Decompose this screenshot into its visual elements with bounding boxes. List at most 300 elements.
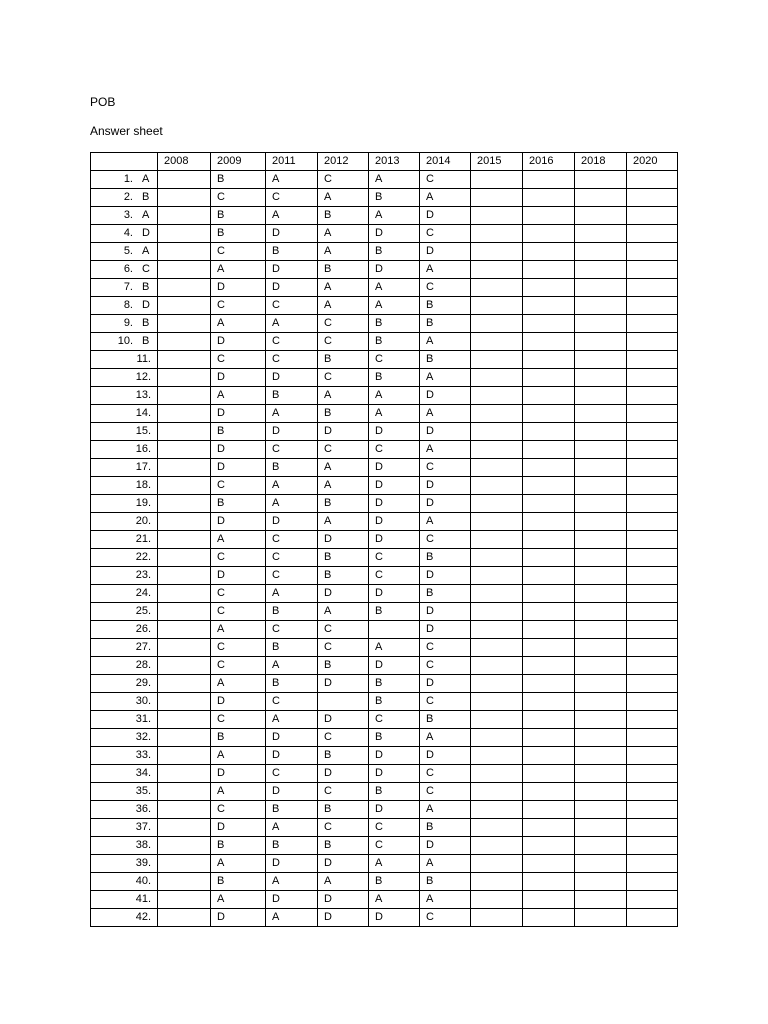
answer-cell: C: [318, 819, 369, 837]
answer-cell: D: [266, 225, 318, 243]
question-cell: [91, 315, 158, 333]
answer-cell: C: [266, 351, 318, 369]
answer-cell: C: [211, 639, 266, 657]
answer-cell: [627, 837, 678, 855]
answer-cell: B: [318, 495, 369, 513]
answer-cell: [627, 603, 678, 621]
answer-cell: [627, 783, 678, 801]
answer-cell: [627, 585, 678, 603]
year-header: 2016: [523, 153, 575, 171]
answer-cell: [627, 819, 678, 837]
answer-cell: [523, 279, 575, 297]
answer-cell: C: [420, 225, 471, 243]
question-cell: [91, 459, 158, 477]
question-cell: [91, 279, 158, 297]
question-cell: [91, 495, 158, 513]
answer-cell: [575, 495, 627, 513]
answer-cell: D: [318, 765, 369, 783]
answer-cell: [471, 693, 523, 711]
answer-cell: D: [420, 387, 471, 405]
answer-cell: [523, 639, 575, 657]
answer-cell: [575, 549, 627, 567]
answer-cell: D: [266, 369, 318, 387]
answer-cell: [158, 495, 211, 513]
answer-cell: [158, 189, 211, 207]
answer-cell: D: [420, 675, 471, 693]
answer-cell: B: [211, 423, 266, 441]
answer-cell: D: [211, 513, 266, 531]
answer-cell: A: [266, 819, 318, 837]
question-cell: [91, 549, 158, 567]
answer-table: [90, 152, 678, 927]
question-cell: [91, 297, 158, 315]
answer-cell: [158, 351, 211, 369]
table-row: [91, 315, 678, 333]
answer-cell: [158, 765, 211, 783]
question-number: 12.: [135, 371, 151, 383]
answer-cell: A: [318, 189, 369, 207]
answer-cell: D: [211, 765, 266, 783]
answer-cell: D: [369, 495, 420, 513]
answer-cell: D: [266, 891, 318, 909]
question-number: 19.: [135, 497, 151, 509]
answer-cell: [471, 243, 523, 261]
answer-cell: [523, 855, 575, 873]
answer-cell: [523, 747, 575, 765]
answer-cell: [575, 423, 627, 441]
page-title: POB: [90, 95, 116, 109]
answer-cell: [627, 747, 678, 765]
answer-cell: B: [420, 315, 471, 333]
answer-cell: D: [266, 855, 318, 873]
answer-cell: [575, 171, 627, 189]
answer-cell: D: [211, 459, 266, 477]
answer-cell: [627, 855, 678, 873]
answer-cell: A: [420, 261, 471, 279]
answer-cell: B: [318, 747, 369, 765]
answer-cell: B: [318, 567, 369, 585]
answer-cell: [523, 459, 575, 477]
question-number: 9.: [123, 317, 133, 329]
answer-cell: [158, 891, 211, 909]
answer-cell: [471, 369, 523, 387]
question-cell: [91, 747, 158, 765]
year-header: 2011: [266, 153, 318, 171]
question-cell: [91, 765, 158, 783]
answer-cell: D: [369, 585, 420, 603]
question-cell: [91, 891, 158, 909]
answer-cell: D: [420, 621, 471, 639]
answer-cell: [523, 891, 575, 909]
answer-cell: B: [266, 387, 318, 405]
answer-cell: [627, 531, 678, 549]
answer-cell: [471, 225, 523, 243]
question-cell: [91, 783, 158, 801]
answer-cell: B: [369, 189, 420, 207]
answer-cell: [575, 585, 627, 603]
answer-cell: D: [369, 765, 420, 783]
header-row: [91, 153, 678, 171]
answer-cell: D: [369, 225, 420, 243]
answer-cell: D: [266, 279, 318, 297]
answer-cell: [158, 873, 211, 891]
answer-cell: [575, 657, 627, 675]
answer-cell: [627, 495, 678, 513]
table-row: [91, 873, 678, 891]
answer-cell: D: [266, 729, 318, 747]
answer-cell: D: [420, 603, 471, 621]
answer-cell: [627, 441, 678, 459]
answer-cell: D: [369, 477, 420, 495]
answer-cell: [471, 495, 523, 513]
answer-cell: D: [420, 837, 471, 855]
answer-cell: B: [211, 873, 266, 891]
answer-cell: [318, 693, 369, 711]
answer-cell: C: [266, 621, 318, 639]
answer-cell: [523, 909, 575, 927]
table-row: [91, 621, 678, 639]
answer-cell: [523, 873, 575, 891]
table-row: [91, 279, 678, 297]
answer-cell: A: [211, 621, 266, 639]
question-key-answer: D: [142, 299, 150, 311]
answer-cell: C: [420, 171, 471, 189]
answer-cell: [627, 171, 678, 189]
question-number: 5.: [123, 245, 133, 257]
question-key-answer: D: [142, 227, 150, 239]
answer-cell: D: [369, 423, 420, 441]
question-cell: [91, 333, 158, 351]
answer-cell: [575, 531, 627, 549]
table-row: [91, 189, 678, 207]
answer-cell: B: [420, 549, 471, 567]
table-row: [91, 783, 678, 801]
answer-cell: [575, 873, 627, 891]
answer-cell: D: [211, 279, 266, 297]
question-number: 8.: [123, 299, 133, 311]
answer-cell: B: [420, 585, 471, 603]
answer-cell: A: [369, 405, 420, 423]
answer-cell: [158, 477, 211, 495]
answer-cell: [158, 207, 211, 225]
answer-cell: [523, 801, 575, 819]
answer-cell: D: [369, 801, 420, 819]
answer-cell: [471, 171, 523, 189]
question-number: 15.: [135, 425, 151, 437]
answer-cell: [575, 747, 627, 765]
answer-cell: [523, 423, 575, 441]
question-cell: [91, 801, 158, 819]
answer-cell: [471, 657, 523, 675]
answer-cell: [471, 261, 523, 279]
question-cell: [91, 243, 158, 261]
question-cell: [91, 693, 158, 711]
year-header: 2009: [211, 153, 266, 171]
year-header: 2014: [420, 153, 471, 171]
answer-cell: [523, 243, 575, 261]
page-subtitle: Answer sheet: [90, 124, 163, 138]
answer-cell: C: [266, 765, 318, 783]
answer-cell: C: [211, 477, 266, 495]
answer-cell: A: [266, 873, 318, 891]
answer-cell: D: [266, 513, 318, 531]
answer-cell: C: [211, 351, 266, 369]
table-row: [91, 441, 678, 459]
question-number: 10.: [117, 335, 133, 347]
answer-cell: C: [420, 657, 471, 675]
answer-cell: [471, 531, 523, 549]
answer-cell: A: [266, 495, 318, 513]
answer-cell: [575, 675, 627, 693]
answer-cell: C: [369, 549, 420, 567]
answer-cell: B: [318, 549, 369, 567]
table-row: [91, 729, 678, 747]
answer-cell: D: [420, 477, 471, 495]
question-number: 33.: [135, 749, 151, 761]
answer-cell: A: [266, 171, 318, 189]
answer-cell: [575, 765, 627, 783]
question-number: 40.: [135, 875, 151, 887]
answer-cell: [575, 477, 627, 495]
answer-cell: [471, 783, 523, 801]
answer-cell: [471, 351, 523, 369]
table-row: [91, 423, 678, 441]
answer-cell: [575, 459, 627, 477]
answer-cell: [575, 711, 627, 729]
question-key-answer: A: [142, 245, 150, 257]
answer-cell: B: [369, 333, 420, 351]
answer-cell: [523, 657, 575, 675]
table-row: [91, 549, 678, 567]
answer-cell: [523, 711, 575, 729]
answer-cell: [158, 909, 211, 927]
answer-cell: [575, 855, 627, 873]
answer-cell: D: [318, 891, 369, 909]
answer-cell: B: [266, 801, 318, 819]
answer-cell: [523, 837, 575, 855]
year-header: 2008: [158, 153, 211, 171]
answer-cell: D: [369, 513, 420, 531]
question-cell: [91, 603, 158, 621]
answer-cell: [471, 315, 523, 333]
year-header: 2018: [575, 153, 627, 171]
answer-cell: [627, 477, 678, 495]
question-number: 30.: [135, 695, 151, 707]
question-number: 7.: [123, 281, 133, 293]
table-row: [91, 459, 678, 477]
answer-cell: D: [211, 819, 266, 837]
question-cell: [91, 171, 158, 189]
answer-cell: [158, 369, 211, 387]
answer-cell: C: [369, 711, 420, 729]
question-number: 21.: [135, 533, 151, 545]
answer-cell: [523, 513, 575, 531]
answer-cell: [575, 819, 627, 837]
answer-cell: [471, 423, 523, 441]
table-row: [91, 513, 678, 531]
answer-cell: C: [420, 783, 471, 801]
answer-cell: [471, 441, 523, 459]
table-row: [91, 495, 678, 513]
answer-cell: [158, 405, 211, 423]
question-cell: [91, 621, 158, 639]
answer-cell: [158, 855, 211, 873]
answer-cell: [158, 279, 211, 297]
answer-cell: D: [266, 261, 318, 279]
answer-cell: [523, 585, 575, 603]
answer-cell: A: [266, 657, 318, 675]
answer-cell: B: [369, 315, 420, 333]
answer-cell: [471, 333, 523, 351]
answer-cell: C: [266, 549, 318, 567]
answer-cell: A: [266, 585, 318, 603]
answer-cell: [627, 207, 678, 225]
table-row: [91, 711, 678, 729]
answer-cell: [471, 513, 523, 531]
answer-cell: A: [266, 315, 318, 333]
question-number: 14.: [135, 407, 151, 419]
answer-cell: [158, 567, 211, 585]
question-cell: [91, 477, 158, 495]
question-number: 24.: [135, 587, 151, 599]
answer-cell: D: [369, 261, 420, 279]
answer-cell: C: [211, 657, 266, 675]
answer-cell: A: [369, 855, 420, 873]
answer-cell: [575, 279, 627, 297]
answer-cell: C: [369, 351, 420, 369]
answer-cell: [575, 405, 627, 423]
answer-cell: A: [369, 207, 420, 225]
year-header: 2012: [318, 153, 369, 171]
answer-cell: C: [211, 585, 266, 603]
answer-cell: [471, 711, 523, 729]
question-number: 35.: [135, 785, 151, 797]
table-row: [91, 369, 678, 387]
table-row: [91, 567, 678, 585]
answer-cell: [575, 567, 627, 585]
answer-cell: D: [211, 693, 266, 711]
answer-cell: B: [369, 693, 420, 711]
answer-cell: A: [266, 405, 318, 423]
answer-cell: [575, 603, 627, 621]
question-cell: [91, 225, 158, 243]
answer-cell: [627, 567, 678, 585]
answer-cell: D: [420, 747, 471, 765]
question-number: 26.: [135, 623, 151, 635]
year-header: 2015: [471, 153, 523, 171]
table-row: [91, 297, 678, 315]
question-number: 6.: [123, 263, 133, 275]
question-cell: [91, 675, 158, 693]
question-number: 31.: [135, 713, 151, 725]
question-number: 25.: [135, 605, 151, 617]
answer-cell: D: [266, 423, 318, 441]
answer-cell: [575, 243, 627, 261]
answer-cell: [627, 189, 678, 207]
question-cell: [91, 657, 158, 675]
answer-cell: [575, 225, 627, 243]
question-number: 16.: [135, 443, 151, 455]
answer-cell: [627, 513, 678, 531]
answer-cell: B: [420, 819, 471, 837]
answer-cell: [523, 549, 575, 567]
answer-cell: A: [420, 189, 471, 207]
answer-cell: [523, 531, 575, 549]
answer-cell: A: [369, 171, 420, 189]
answer-cell: B: [266, 459, 318, 477]
answer-cell: [575, 315, 627, 333]
answer-cell: A: [266, 711, 318, 729]
answer-cell: B: [420, 351, 471, 369]
answer-cell: A: [266, 477, 318, 495]
answer-cell: [627, 711, 678, 729]
answer-cell: C: [266, 333, 318, 351]
answer-cell: C: [369, 441, 420, 459]
table-row: [91, 657, 678, 675]
answer-cell: A: [420, 891, 471, 909]
answer-cell: D: [369, 459, 420, 477]
answer-cell: [471, 765, 523, 783]
answer-cell: [523, 225, 575, 243]
answer-cell: [627, 333, 678, 351]
answer-cell: A: [369, 279, 420, 297]
answer-cell: A: [318, 225, 369, 243]
answer-cell: [575, 801, 627, 819]
question-number: 13.: [135, 389, 151, 401]
question-number: 20.: [135, 515, 151, 527]
answer-cell: B: [211, 495, 266, 513]
question-cell: [91, 567, 158, 585]
question-cell: [91, 837, 158, 855]
answer-cell: [575, 207, 627, 225]
answer-cell: D: [318, 909, 369, 927]
answer-cell: [627, 459, 678, 477]
answer-cell: [158, 711, 211, 729]
answer-cell: [471, 477, 523, 495]
answer-cell: [575, 333, 627, 351]
answer-cell: [627, 729, 678, 747]
answer-cell: A: [369, 297, 420, 315]
answer-cell: A: [420, 855, 471, 873]
question-cell: [91, 207, 158, 225]
question-number: 4.: [123, 227, 133, 239]
answer-cell: [523, 477, 575, 495]
answer-cell: [627, 279, 678, 297]
answer-cell: [523, 315, 575, 333]
answer-cell: B: [318, 837, 369, 855]
answer-cell: [158, 819, 211, 837]
answer-cell: A: [420, 441, 471, 459]
answer-cell: B: [211, 225, 266, 243]
answer-cell: C: [266, 531, 318, 549]
answer-cell: [627, 621, 678, 639]
question-number: 17.: [135, 461, 151, 473]
answer-cell: A: [211, 747, 266, 765]
answer-cell: [471, 639, 523, 657]
table-row: [91, 909, 678, 927]
table-row: [91, 477, 678, 495]
answer-cell: C: [318, 333, 369, 351]
question-key-answer: A: [142, 173, 150, 185]
answer-cell: [627, 405, 678, 423]
question-number: 11.: [136, 353, 151, 365]
answer-cell: B: [369, 369, 420, 387]
answer-cell: C: [266, 441, 318, 459]
answer-cell: C: [318, 729, 369, 747]
answer-cell: B: [318, 207, 369, 225]
answer-cell: [158, 171, 211, 189]
answer-cell: [523, 351, 575, 369]
